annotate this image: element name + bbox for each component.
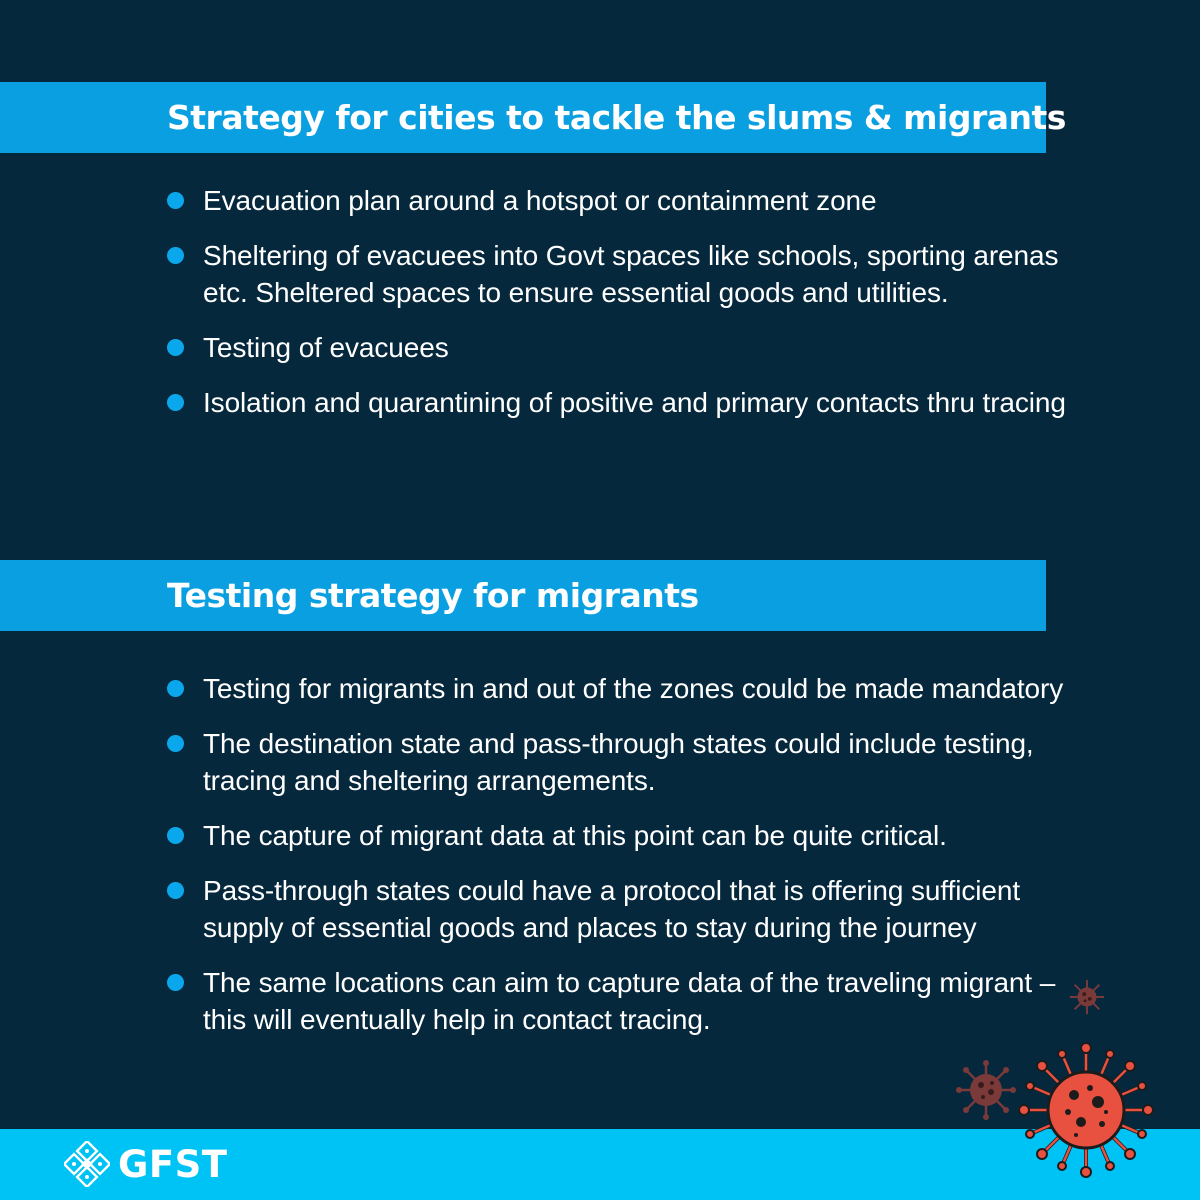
list-item [167,964,1087,1038]
list-item-text: The destination state and pass-through states could include testing, tracing and sheltering arrangements. [203,728,1034,796]
list-item [167,384,1087,421]
section-header-bar [0,560,1046,631]
list-item-text: Pass-through states could have a protocol that is offering sufficient supply of essential goods and places to stay during the journey [203,875,1020,943]
list-item-text: Testing for migrants in and out of the zones could be made mandatory [203,673,1064,704]
list-item-text: Sheltering of evacuees into Govt spaces like schools, sporting arenas etc. Sheltered spaces to ensure essential goods and utilities. [203,240,1059,308]
list-item [167,872,1087,946]
list-item-text: Evacuation plan around a hotspot or containment zone [203,185,877,216]
virus-icon [956,1060,1016,1120]
list-item [167,670,1087,707]
list-item-text: Testing of evacuees [203,332,449,363]
bullet-icon [167,339,184,356]
bullet-icon [167,882,184,899]
bullet-icon [167,974,184,991]
brand-name: GFST [118,1142,228,1186]
list-item [167,817,1087,854]
section-title: Strategy for cities to tackle the slums & migrants [167,98,1066,137]
bullet-icon [167,192,184,209]
bullet-list [167,182,1087,439]
bullet-icon [167,394,184,411]
list-item [167,237,1087,311]
gfst-pattern-logo-icon [64,1141,110,1187]
bullet-icon [167,247,184,264]
virus-icon [1068,978,1106,1016]
bullet-icon [167,735,184,752]
list-item-text: The capture of migrant data at this point can be quite critical. [203,820,947,851]
virus-icon [1016,1040,1156,1180]
bullet-icon [167,680,184,697]
list-item-text: The same locations can aim to capture data of the traveling migrant – this will eventually help in contact tracing. [203,967,1056,1035]
list-item-text: Isolation and quarantining of positive and primary contacts thru tracing [203,387,1066,418]
list-item [167,329,1087,366]
brand-logo [64,1141,228,1187]
list-item [167,182,1087,219]
section-header-bar [0,82,1066,153]
list-item [167,725,1087,799]
section-title: Testing strategy for migrants [167,576,699,615]
bullet-list [167,670,1087,1056]
bullet-icon [167,827,184,844]
